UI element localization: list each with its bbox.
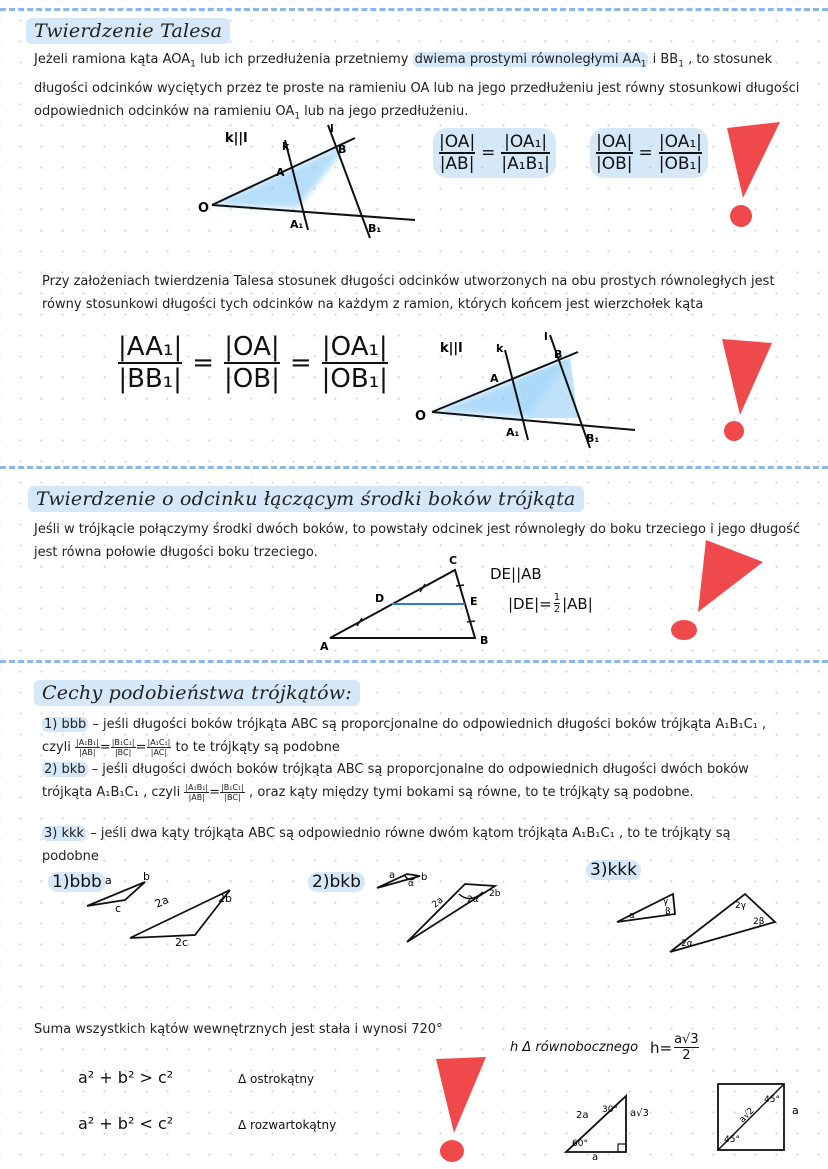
bkb-b: b [421,872,428,883]
label2-parallel: k||l [440,341,463,356]
label2-B1: B₁ [586,432,600,445]
similarity-bkb: 2) bkb – jeśli długości dwóch boków trójkąta ABC są proporcjonalne do odpowiednich długości dwóch boków trójkąta A₁B₁C₁ , czyli $\frac{\text{|A₁B₁|}}{|AB|}$ = $\frac{\text{|B₁C₁|}}{|BC|}$ , oraz kąty między tymi bokami są równe, to te trójkąty są podobne. [42,762,749,802]
sq-a: a [792,1104,799,1117]
sketch-kkk-tag: 3)kkk [586,860,641,880]
square-diagonal [710,1080,810,1160]
sketch-bbb-tag: 1)bbb [48,872,106,892]
midsegment-note-parallel: DE||AB [490,565,542,583]
midsegment-diagram [315,554,505,655]
bbb-2c: 2c [175,936,189,949]
kkk-gamma: γ [663,897,669,907]
top-separator [0,8,828,11]
thales-corollary: Przy założeniach twierdzenia Talesa stosunek długości odcinków utworzonych na obu prostych równoległych jest równy stosunkowi długości tych odcinków na każdym z ramion, których końcem jest wierzchołek kąta [42,274,775,312]
kkk-2alpha: 2α [681,939,693,949]
thales-formula-3: $\frac{\text{|AA₁|}}{\text{|BB₁|}}$ = $\frac{|OA|}{|OB|}$ = $\frac{\text{|OA₁|}}{\text{|OB₁|}}$ [118,332,388,394]
midsegment-statement: Jeśli w trójkącie połączymy środki dwóch boków, to powstały odcinek jest równoległy do boku trzeciego i jego długość jest równa połowie długości boku trzeciego. [34,522,801,560]
label-A: A [276,166,285,179]
exclamation-icon-4 [432,1055,492,1167]
label2-B: B [554,348,563,361]
mid-label-B: B [480,634,489,647]
inequality-acute: a² + b² > c² [78,1068,174,1087]
triangle-30-60-90 [560,1090,660,1163]
label-k: k [282,140,290,153]
bkb-a: a [389,870,396,881]
mid-label-A: A [320,640,329,653]
bbb-a: a [105,874,112,887]
thales-statement: Jeżeli ramiona kąta $AOA_1$ lub ich przedłużenia przetniemy dwiema prostymi równoległymi $AA_1$ i $BB_1$ , to stosunek długości odcinków wyciętych przez te proste na ramieniu OA lub na jego przedłużeniu jest równy stosunkowi długości odpowiednich odcinków na ramieniu $OA_1$ lub na jego przedłużeniu. [34,52,800,122]
sq-45b: 45° [724,1135,740,1145]
bbb-2b: 2b [218,892,232,905]
label2-l: l [544,330,548,343]
exclamation-icon-2 [720,335,780,445]
sketch-kkk [615,882,795,962]
exclamation-icon-1 [725,120,785,235]
label-parallel: k||l [225,131,248,146]
separator-2 [0,660,828,663]
label2-O: O [415,409,427,424]
bbb-b: b [143,870,150,883]
midsegment-note-length: |DE|= $\frac{1}{2}$ |AB| [508,592,593,615]
similarity-kkk: 3) kkk – jeśli dwa kąty trójkąta ABC są odpowiednio równe dwóm kątom trójkąta A₁B₁C₁ , to te trójkąty są podobne [42,826,731,864]
label-l: l [330,122,334,135]
sq-45a: 45° [764,1095,780,1105]
inequality-obtuse-note: Δ rozwartokątny [238,1118,337,1132]
angle-sum-text: Suma wszystkich kątów wewnętrznych jest stała i wynosi 720° [34,1022,443,1037]
kkk-alpha: α [629,911,635,921]
tri-30: 30° [602,1105,618,1115]
sq-diag: a√2 [737,1106,757,1126]
sketch-bkb [375,866,525,946]
height-formula: h= $\frac{a√3}{2}$ [650,1032,699,1063]
mid-label-C: C [449,554,458,567]
thales-formula-1: $\frac{|OA|}{|AB|}$ = $\frac{\text{|OA₁|}}{\text{|A₁B₁|}}$ [433,128,556,178]
sketch-bbb [85,870,245,950]
tri-60: 60° [572,1139,588,1149]
bbb-c: c [115,902,122,915]
exclamation-icon-3 [668,540,768,645]
label2-A: A [490,372,499,385]
label-O: O [198,201,210,216]
bkb-2b: 2b [489,889,501,899]
label-B: B [338,143,347,156]
bkb-alpha: α [408,879,414,889]
bbb-2a: 2a [152,893,171,911]
bkb-2alpha: 2α [467,895,479,905]
kkk-2beta: 2β [753,917,765,927]
label-A1: A₁ [290,218,304,231]
label2-A1: A₁ [506,426,520,439]
inequality-acute-note: Δ ostrokątny [238,1072,315,1086]
mid-label-E: E [470,595,478,608]
similarity-title: Cechy podobieństwa trójkątów: [34,680,360,706]
mid-label-D: D [375,592,385,605]
label2-k: k [496,342,504,355]
label-B1: B₁ [368,222,382,235]
thales-diagram-1 [190,120,430,245]
tri-a: a [592,1152,599,1163]
thales-title: Twierdzenie Talesa [26,18,230,44]
thales-formula-2: $\frac{|OA|}{|OB|}$ = $\frac{\text{|OA₁|}}{\text{|OB₁|}}$ [590,128,708,178]
kkk-2gamma: 2γ [735,901,747,911]
inequality-obtuse: a² + b² < c² [78,1114,174,1133]
kkk-beta: β [665,907,671,917]
separator-1 [0,466,828,469]
tri-aroot: a√3 [630,1108,649,1119]
sketch-bkb-tag: 2)bkb [308,872,365,892]
bkb-2a: 2a [430,895,446,911]
height-equilateral-text: h Δ równobocznego [510,1040,639,1055]
thales-diagram-2 [410,330,650,455]
similarity-bbb: 1) bbb – jeśli długości boków trójkąta ABC są proporcjonalne do odpowiednich długości boków trójkąta A₁B₁C₁ , czyli $\frac{\text{|A₁B₁|}}{|AB|}$ = $\frac{\text{|B₁C₁|}}{|BC|}$ = $\frac{\text{|A₁C₁|}}{|AC|}$ to te trójkąty są podobne [42,717,767,757]
tri-2a: 2a [576,1110,589,1121]
midsegment-title: Twierdzenie o odcinku łączącym środki boków trójkąta [28,486,584,512]
